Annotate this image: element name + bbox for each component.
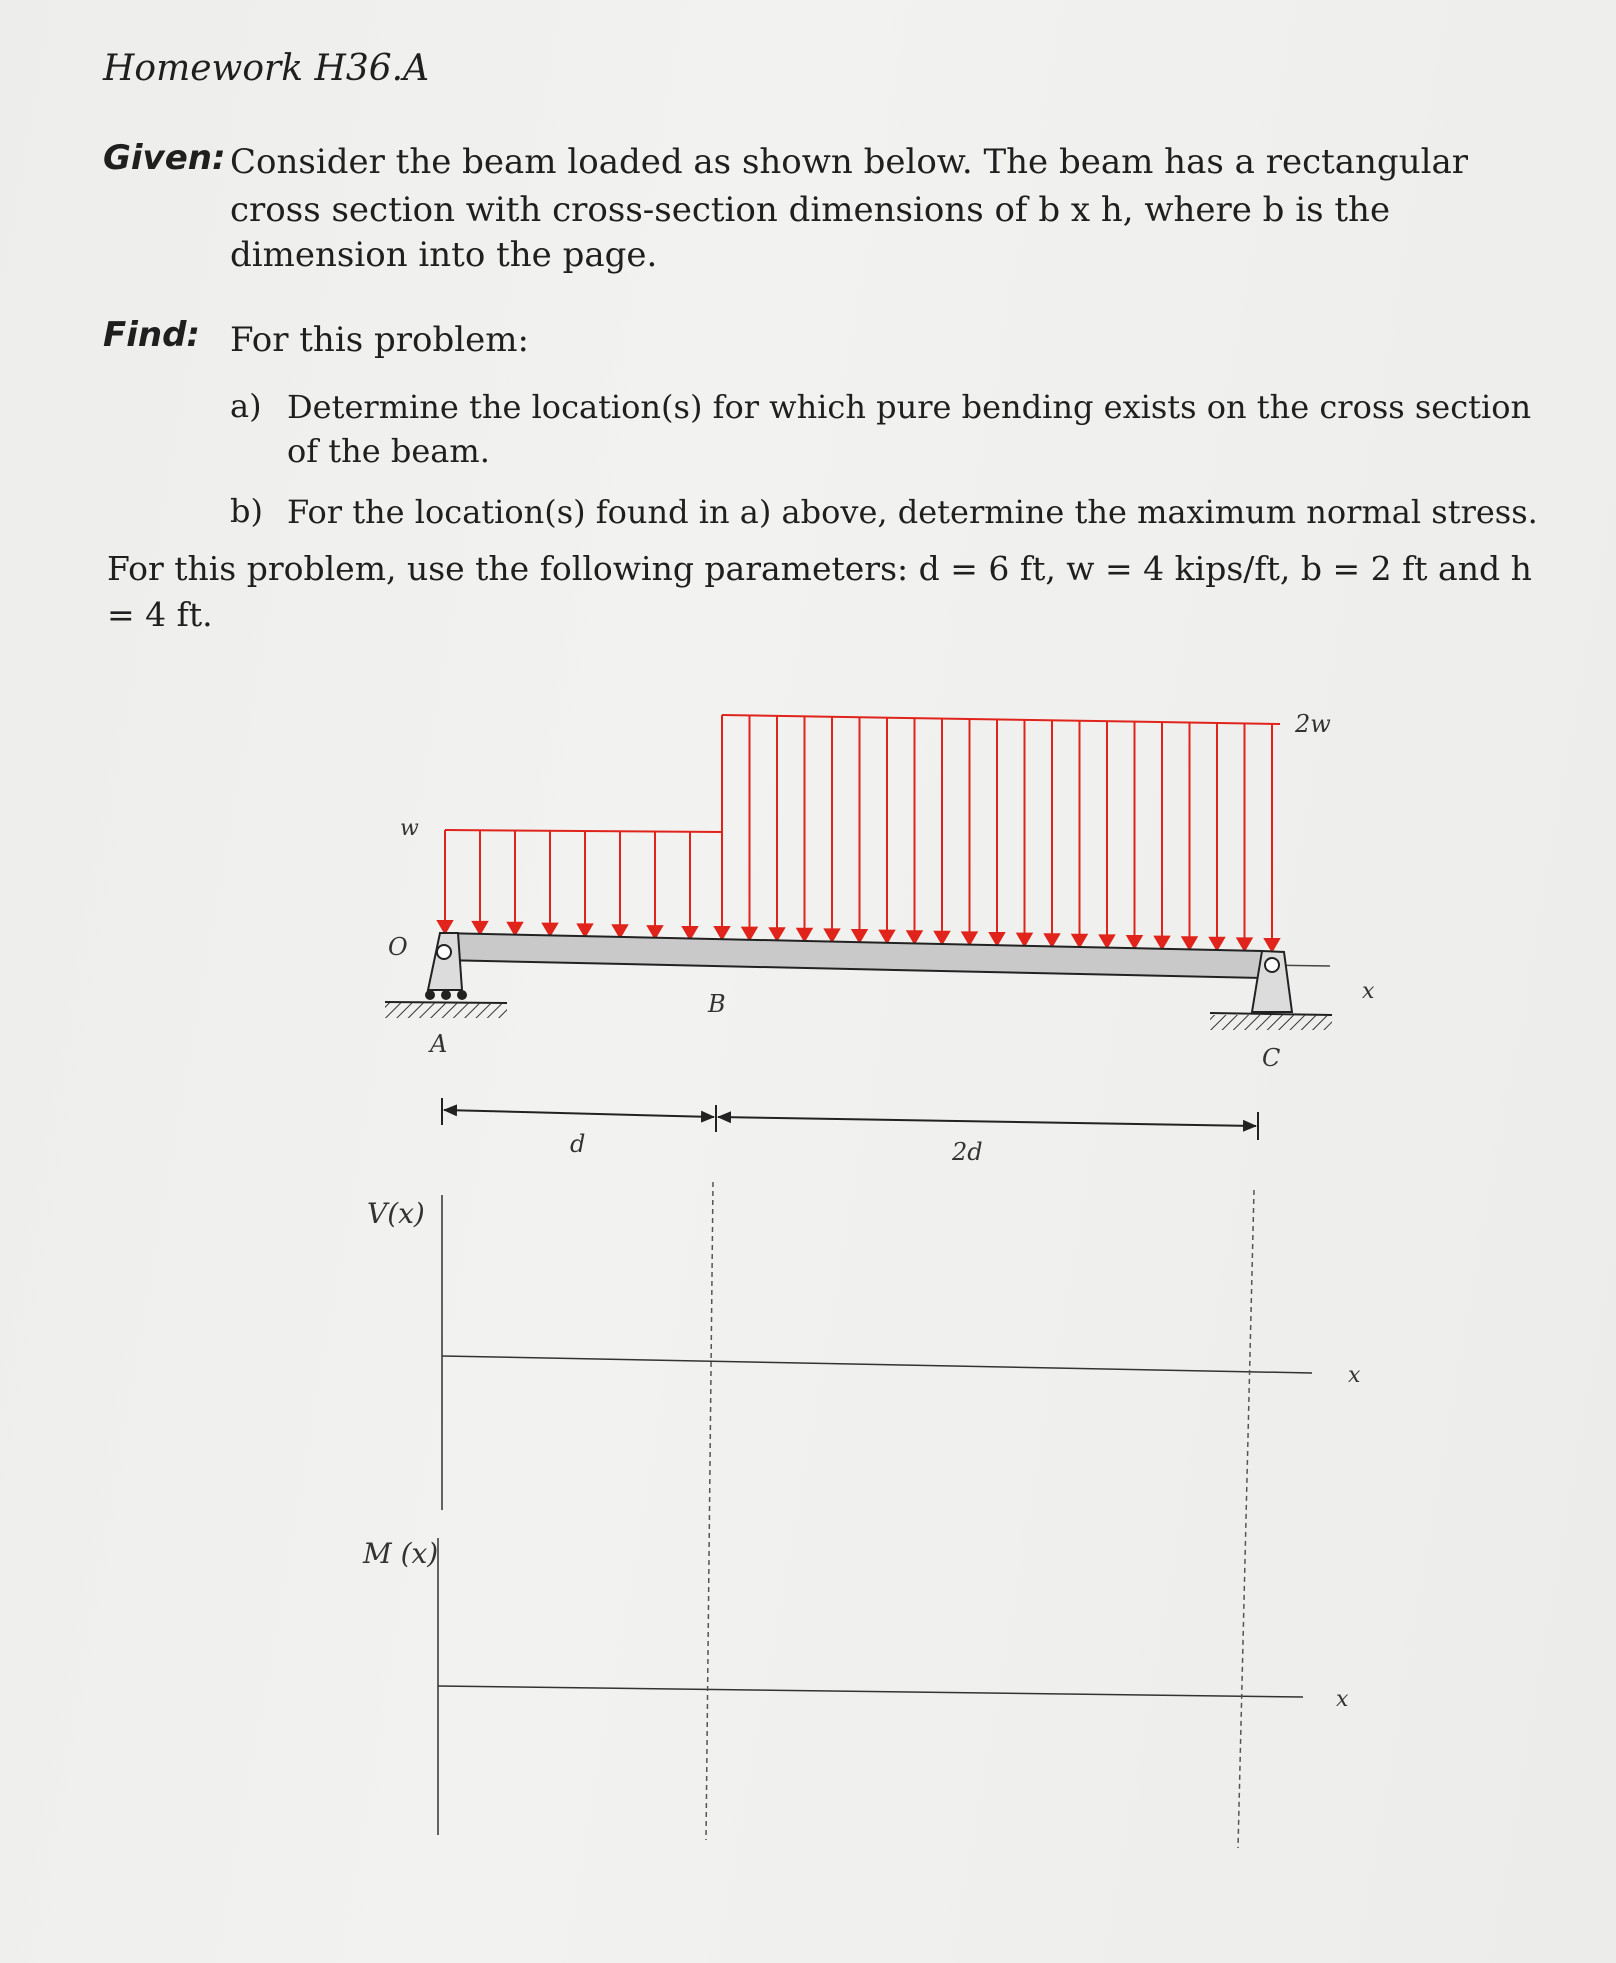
load-arrow-2w-head	[990, 933, 1004, 945]
params-line-2: = 4 ft.	[107, 595, 213, 634]
load-arrow-w-head	[543, 924, 557, 936]
load-arrow-2w-head	[798, 929, 812, 941]
moment-axis-label: x	[1336, 1687, 1349, 1712]
guide-line-b	[706, 1182, 713, 1840]
item-b-marker: b)	[230, 492, 263, 530]
load-arrow-2w-head	[1100, 935, 1114, 947]
load-arrow-2w-head	[825, 929, 839, 941]
load-arrow-2w-head	[963, 932, 977, 944]
dimension-lines	[442, 1098, 1258, 1140]
moment-horizontal-axis	[438, 1686, 1303, 1697]
load-arrow-2w-head	[935, 932, 949, 944]
load-arrow-2w-head	[1073, 935, 1087, 947]
load-arrow-2w-head	[908, 931, 922, 943]
load-arrow-2w-head	[1265, 939, 1279, 951]
load-arrow-2w-head	[1155, 937, 1169, 949]
load-arrow-2w-head	[743, 928, 757, 940]
point-b-label: B	[708, 990, 726, 1018]
load-arrow-w-head	[648, 926, 662, 938]
find-label: Find:	[103, 315, 201, 355]
load-arrow-w-head	[438, 921, 452, 933]
load-arrow-2w-head	[1045, 934, 1059, 946]
load-arrow-2w-head	[1238, 938, 1252, 950]
item-b-line-1: For the location(s) found in a) above, determine the maximum normal stress.	[287, 493, 1538, 531]
load-arrow-w-head	[473, 922, 487, 934]
load-arrow-w-head	[578, 924, 592, 936]
distributed-load-w	[438, 715, 722, 939]
load-arrow-2w-head	[770, 928, 784, 940]
load-arrow-w-head	[683, 927, 697, 939]
load-w-label: w	[400, 816, 419, 841]
load-2w-label: 2w	[1295, 710, 1331, 738]
distributed-load-2w	[715, 715, 1280, 951]
shear-horizontal-axis	[442, 1356, 1312, 1373]
dim-2d-label: 2d	[952, 1138, 983, 1166]
params-line-1: For this problem, use the following parameters: d = 6 ft, w = 4 kips/ft, b = 2 ft and h	[107, 549, 1532, 588]
find-intro: For this problem:	[230, 320, 529, 360]
support-c-label: C	[1262, 1044, 1281, 1072]
load-arrow-w-head	[613, 925, 627, 937]
item-a-line-1: Determine the location(s) for which pure bending exists on the cross section	[287, 388, 1532, 426]
given-line-2: cross section with cross-section dimensions of b x h, where b is the	[230, 190, 1391, 230]
guide-line-c	[1238, 1190, 1254, 1848]
given-line-1: Consider the beam loaded as shown below. The beam has a rectangular	[230, 142, 1468, 182]
shear-diagram-label: V(x)	[367, 1197, 425, 1230]
load-arrow-2w-head	[853, 930, 867, 942]
load-arrow-2w-head	[1018, 934, 1032, 946]
moment-diagram-label: M (x)	[363, 1537, 439, 1570]
shear-axis-label: x	[1348, 1363, 1361, 1388]
load-arrow-2w-head	[1210, 938, 1224, 950]
support-a-label: A	[430, 1030, 448, 1058]
beam-axis-label: x	[1362, 979, 1375, 1004]
item-a-line-2: of the beam.	[287, 432, 490, 470]
page-title: Homework H36.A	[103, 48, 430, 89]
load-arrow-2w-head	[1183, 937, 1197, 949]
item-a-marker: a)	[230, 387, 262, 425]
given-label: Given:	[103, 138, 226, 178]
load-arrow-2w-head	[1128, 936, 1142, 948]
dim-d-label: d	[570, 1130, 586, 1158]
origin-label: O	[388, 933, 408, 961]
load-arrow-2w-head	[715, 927, 729, 939]
given-line-3: dimension into the page.	[230, 235, 658, 275]
load-arrow-w-head	[508, 923, 522, 935]
load-arrow-2w-head	[880, 931, 894, 943]
